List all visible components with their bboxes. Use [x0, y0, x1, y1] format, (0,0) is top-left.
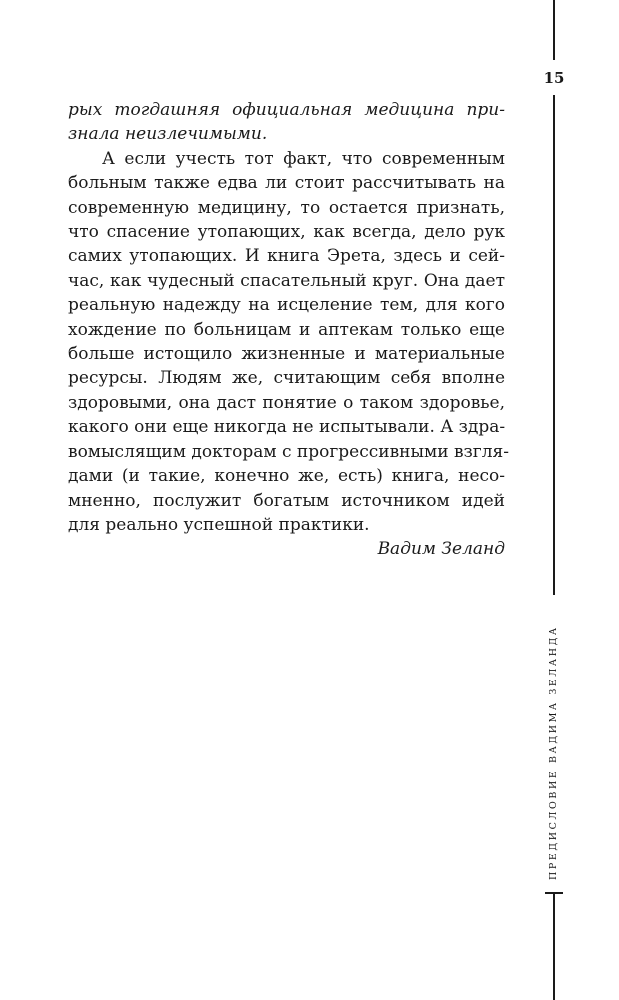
signature: Вадим Зеланд	[377, 539, 505, 560]
running-head-text: ПРЕДИСЛОВИЕ ВАДИМА ЗЕЛАНДА	[548, 625, 559, 880]
paragraph-line: ресурсы. Людям же, считающим себя вполне	[68, 368, 505, 389]
continued-line: знала неизлечимыми.	[68, 124, 268, 145]
paragraph-line: час, как чудесный спасательный круг. Она дает	[68, 270, 505, 291]
paragraph-line: А если учесть тот факт, что современным	[102, 148, 505, 169]
paragraph-line: реальную надежду на исцеление тем, для кого	[68, 295, 505, 316]
paragraph-line: что спасение утопающих, как всегда, дело рук	[68, 222, 505, 243]
paragraph-line: больше истощило жизненные и материальные	[68, 344, 505, 365]
margin-rule-top	[553, 0, 555, 60]
paragraph-line: дами (и такие, конечно же, есть) книга, несо-	[68, 466, 505, 487]
page-number: 15	[543, 69, 565, 87]
paragraph-line: самих утопающих. И книга Эрета, здесь и сей-	[68, 246, 505, 267]
paragraph-line: современную медицину, то остается признать,	[68, 197, 505, 218]
paragraph-line: здоровыми, она даст понятие о таком здоровье,	[68, 392, 505, 413]
paragraph-line: больным также едва ли стоит рассчитывать на	[68, 173, 505, 194]
paragraph-line: вомыслящим докторам с прогрессивными взгля-	[68, 441, 509, 462]
body-text	[68, 98, 509, 562]
paragraph-line: хождение по больницам и аптекам только еще	[68, 319, 505, 340]
margin-rule-middle	[553, 95, 555, 595]
paragraph-line: мненно, послужит богатым источником идей	[68, 490, 505, 511]
paragraph-line: какого они еще никогда не испытывали. А здра-	[68, 417, 506, 438]
margin-rule-tick	[545, 892, 563, 894]
margin-rule-bottom	[553, 892, 555, 1000]
paragraph-line: для реально успешной практики.	[68, 514, 370, 535]
continued-line: рых тогдашняя официальная медицина при-	[68, 100, 505, 120]
